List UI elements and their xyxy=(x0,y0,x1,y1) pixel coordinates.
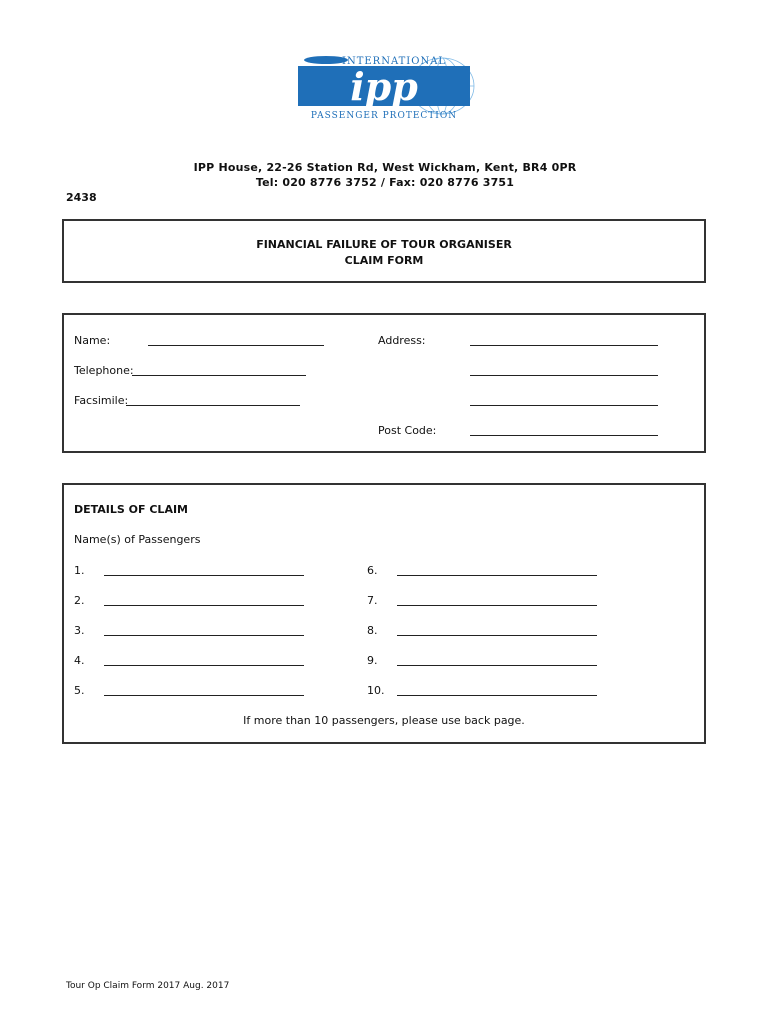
passenger-number-1: 1. xyxy=(74,564,85,577)
ipp-logo-graphic xyxy=(280,44,490,126)
form-subtitle: CLAIM FORM xyxy=(344,254,424,267)
passenger-number-2: 2. xyxy=(74,594,85,607)
name-label: Name: xyxy=(74,334,111,347)
facsimile-field[interactable] xyxy=(126,405,300,406)
passenger-number-7: 7. xyxy=(367,594,378,607)
address-label: Address: xyxy=(378,334,426,347)
passenger-field-8[interactable] xyxy=(397,635,597,636)
logo-text-bottom: PASSENGER PROTECTION xyxy=(310,111,458,121)
address-field-line-2[interactable] xyxy=(470,375,658,376)
passengers-note: If more than 10 passengers, please use back page. xyxy=(243,714,525,727)
postcode-field[interactable] xyxy=(470,435,658,436)
passenger-number-8: 8. xyxy=(367,624,378,637)
address-field-line-3[interactable] xyxy=(470,405,658,406)
claim-details-box xyxy=(62,483,706,744)
telephone-label: Telephone: xyxy=(74,364,134,377)
passenger-field-4[interactable] xyxy=(104,665,304,666)
passenger-number-5: 5. xyxy=(74,684,85,697)
passenger-field-6[interactable] xyxy=(397,575,597,576)
passenger-field-5[interactable] xyxy=(104,695,304,696)
company-contact: Tel: 020 8776 3752 / Fax: 020 8776 3751 xyxy=(255,176,515,189)
postcode-label: Post Code: xyxy=(378,424,437,437)
passenger-field-10[interactable] xyxy=(397,695,597,696)
passenger-field-7[interactable] xyxy=(397,605,597,606)
passenger-number-10: 10. xyxy=(367,684,385,697)
passenger-number-9: 9. xyxy=(367,654,378,667)
logo-text-mid: ipp xyxy=(350,64,418,109)
company-address: IPP House, 22-26 Station Rd, West Wickham, Kent, BR4 0PR xyxy=(193,161,577,174)
form-title: FINANCIAL FAILURE OF TOUR ORGANISER xyxy=(256,238,512,251)
passenger-number-3: 3. xyxy=(74,624,85,637)
passengers-label: Name(s) of Passengers xyxy=(74,533,201,546)
facsimile-label: Facsimile: xyxy=(74,394,129,407)
telephone-field[interactable] xyxy=(132,375,306,376)
passenger-field-2[interactable] xyxy=(104,605,304,606)
contact-details-box xyxy=(62,313,706,453)
title-box xyxy=(62,219,706,283)
form-reference: 2438 xyxy=(66,191,97,204)
logo-text-top: INTERNATIONAL xyxy=(342,56,447,67)
address-field-line-1[interactable] xyxy=(470,345,658,346)
name-field[interactable] xyxy=(148,345,324,346)
passenger-number-6: 6. xyxy=(367,564,378,577)
passenger-field-3[interactable] xyxy=(104,635,304,636)
passenger-field-9[interactable] xyxy=(397,665,597,666)
passenger-number-4: 4. xyxy=(74,654,85,667)
claim-heading: DETAILS OF CLAIM xyxy=(74,503,188,516)
ipp-logo xyxy=(280,44,490,126)
footer-text: Tour Op Claim Form 2017 Aug. 2017 xyxy=(66,981,230,991)
passenger-field-1[interactable] xyxy=(104,575,304,576)
